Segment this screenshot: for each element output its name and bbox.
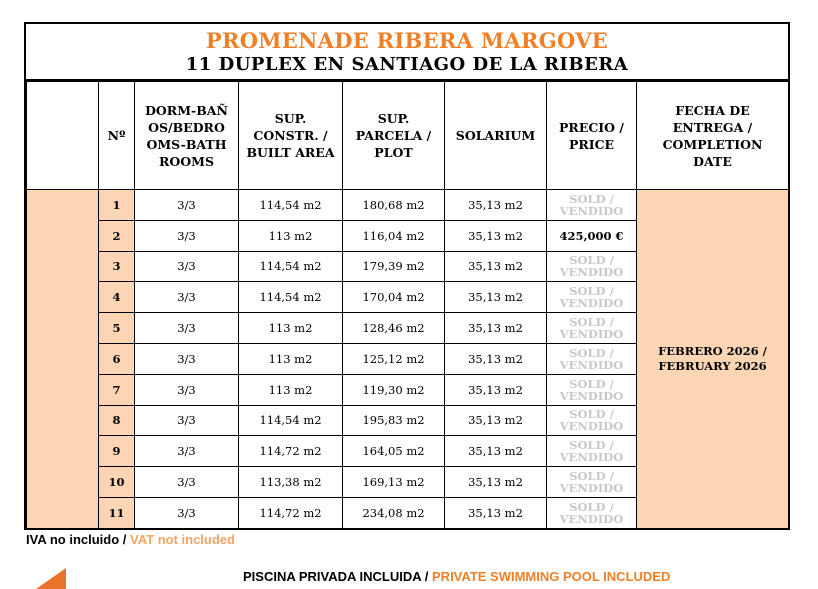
unit-status-sold: SOLD / VENDIDO — [547, 467, 637, 498]
unit-plot: 179,39 m2 — [343, 251, 445, 282]
unit-plot: 169,13 m2 — [343, 467, 445, 498]
unit-rooms: 3/3 — [135, 282, 239, 313]
unit-status-sold: SOLD / VENDIDO — [547, 282, 637, 313]
table-header-row — [27, 82, 789, 190]
unit-built-area: 113 m2 — [239, 220, 343, 251]
unit-built-area: 114,54 m2 — [239, 282, 343, 313]
unit-status-sold: SOLD / VENDIDO — [547, 251, 637, 282]
unit-solarium: 35,13 m2 — [445, 436, 547, 467]
unit-built-area: 114,54 m2 — [239, 405, 343, 436]
unit-number: 1 — [99, 190, 135, 221]
delivery-date: FEBRERO 2026 / FEBRUARY 2026 — [637, 190, 789, 529]
unit-built-area: 113 m2 — [239, 313, 343, 344]
header-blank — [27, 82, 99, 190]
pool-note-es: PISCINA PRIVADA INCLUIDA / — [243, 569, 429, 584]
unit-solarium: 35,13 m2 — [445, 467, 547, 498]
unit-rooms: 3/3 — [135, 374, 239, 405]
header-built-area: SUP. CONSTR. / BUILT AREA — [239, 82, 343, 190]
unit-rooms: 3/3 — [135, 190, 239, 221]
unit-built-area: 114,72 m2 — [239, 497, 343, 528]
unit-rooms: 3/3 — [135, 313, 239, 344]
vat-note-en: VAT not included — [130, 532, 235, 547]
unit-rooms: 3/3 — [135, 405, 239, 436]
unit-rooms: 3/3 — [135, 251, 239, 282]
unit-plot: 195,83 m2 — [343, 405, 445, 436]
unit-solarium: 35,13 m2 — [445, 190, 547, 221]
unit-built-area: 113 m2 — [239, 374, 343, 405]
unit-status-sold: SOLD / VENDIDO — [547, 497, 637, 528]
unit-number: 2 — [99, 220, 135, 251]
unit-rooms: 3/3 — [135, 220, 239, 251]
row-blank-cell — [27, 190, 99, 529]
unit-plot: 125,12 m2 — [343, 343, 445, 374]
unit-solarium: 35,13 m2 — [445, 343, 547, 374]
unit-built-area: 114,54 m2 — [239, 190, 343, 221]
header-solarium: SOLARIUM — [445, 82, 547, 190]
unit-number: 7 — [99, 374, 135, 405]
development-title: PROMENADE RIBERA MARGOVE — [205, 28, 609, 53]
vat-note — [26, 532, 235, 547]
unit-rooms: 3/3 — [135, 343, 239, 374]
unit-number: 6 — [99, 343, 135, 374]
units-table — [26, 81, 789, 529]
unit-status-sold: SOLD / VENDIDO — [547, 190, 637, 221]
unit-rooms: 3/3 — [135, 497, 239, 528]
pool-note-en: PRIVATE SWIMMING POOL INCLUDED — [432, 569, 671, 584]
pool-note — [243, 569, 670, 584]
development-subtitle: 11 DUPLEX EN SANTIAGO DE LA RIBERA — [185, 54, 629, 75]
unit-number: 3 — [99, 251, 135, 282]
unit-plot: 119,30 m2 — [343, 374, 445, 405]
unit-plot: 234,08 m2 — [343, 497, 445, 528]
unit-status-sold: SOLD / VENDIDO — [547, 343, 637, 374]
unit-rooms: 3/3 — [135, 436, 239, 467]
unit-status-sold: SOLD / VENDIDO — [547, 436, 637, 467]
unit-solarium: 35,13 m2 — [445, 220, 547, 251]
unit-built-area: 114,54 m2 — [239, 251, 343, 282]
unit-number: 11 — [99, 497, 135, 528]
unit-rooms: 3/3 — [135, 467, 239, 498]
unit-number: 8 — [99, 405, 135, 436]
unit-built-area: 113,38 m2 — [239, 467, 343, 498]
unit-plot: 170,04 m2 — [343, 282, 445, 313]
unit-status-sold: SOLD / VENDIDO — [547, 313, 637, 344]
brand-logo-icon — [36, 568, 66, 589]
table-row — [27, 190, 789, 221]
unit-status-sold: SOLD / VENDIDO — [547, 374, 637, 405]
unit-number: 10 — [99, 467, 135, 498]
unit-solarium: 35,13 m2 — [445, 405, 547, 436]
header-number: Nº — [99, 82, 135, 190]
unit-number: 5 — [99, 313, 135, 344]
unit-solarium: 35,13 m2 — [445, 251, 547, 282]
unit-solarium: 35,13 m2 — [445, 313, 547, 344]
header-delivery: FECHA DE ENTREGA / COMPLETION DATE — [637, 82, 789, 190]
price-list-sheet — [24, 22, 790, 530]
header-plot: SUP. PARCELA / PLOT — [343, 82, 445, 190]
unit-plot: 116,04 m2 — [343, 220, 445, 251]
vat-note-es: IVA no incluido / — [26, 532, 127, 547]
unit-price: 425,000 € — [547, 220, 637, 251]
unit-plot: 128,46 m2 — [343, 313, 445, 344]
unit-plot: 164,05 m2 — [343, 436, 445, 467]
unit-built-area: 114,72 m2 — [239, 436, 343, 467]
unit-status-sold: SOLD / VENDIDO — [547, 405, 637, 436]
units-table-body — [27, 190, 789, 529]
header-rooms: DORM-BAÑOS/BEDROOMS-BATHROOMS — [135, 82, 239, 190]
unit-built-area: 113 m2 — [239, 343, 343, 374]
unit-number: 9 — [99, 436, 135, 467]
title-block — [26, 24, 788, 81]
unit-solarium: 35,13 m2 — [445, 282, 547, 313]
unit-solarium: 35,13 m2 — [445, 497, 547, 528]
unit-plot: 180,68 m2 — [343, 190, 445, 221]
unit-solarium: 35,13 m2 — [445, 374, 547, 405]
header-price: PRECIO / PRICE — [547, 82, 637, 190]
unit-number: 4 — [99, 282, 135, 313]
